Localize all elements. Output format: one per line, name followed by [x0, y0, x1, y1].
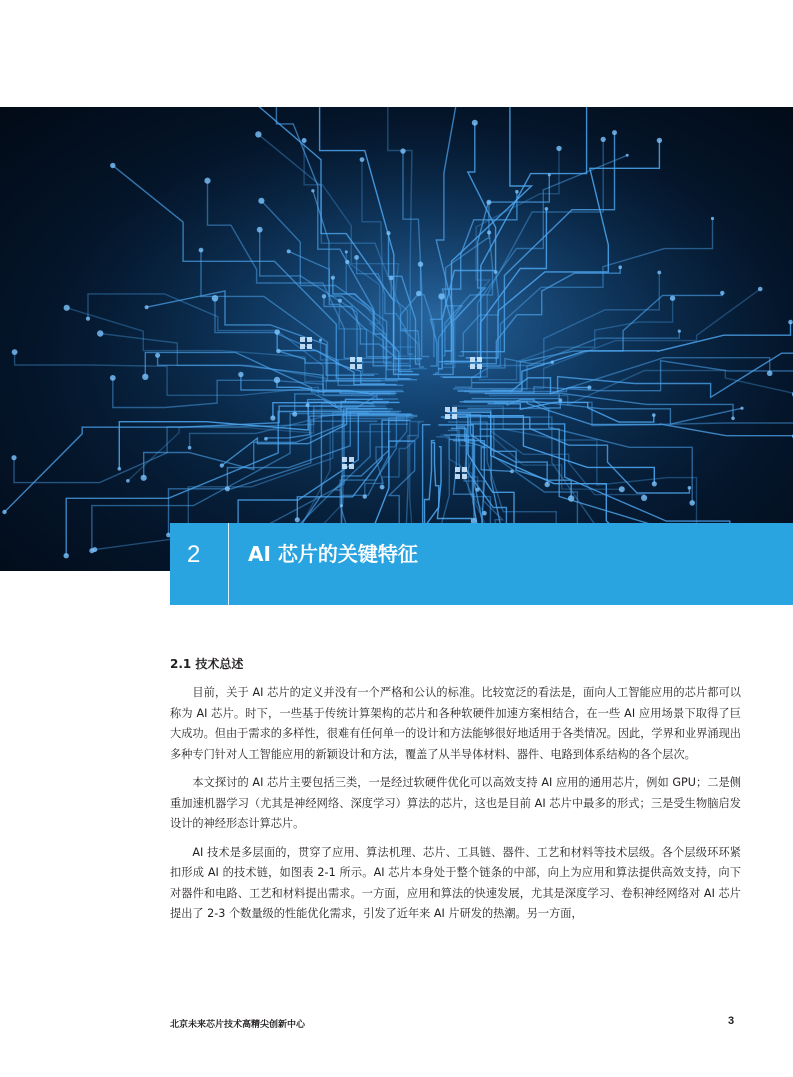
circuit-chip: [452, 407, 457, 412]
circuit-pad: [345, 260, 349, 264]
circuit-pad: [110, 375, 116, 381]
circuit-chip: [342, 457, 347, 462]
circuit-pad: [2, 510, 6, 514]
circuit-pad: [788, 320, 793, 325]
circuit-pad: [188, 446, 192, 450]
circuit-pad: [319, 339, 322, 342]
circuit-pad: [363, 494, 367, 498]
circuit-pad: [720, 291, 724, 295]
section-heading: 2.1 技术总述: [170, 657, 244, 671]
circuit-pad: [400, 148, 405, 153]
circuit-pad: [568, 495, 574, 501]
circuit-pad: [731, 417, 735, 421]
circuit-pad: [551, 361, 554, 364]
circuit-pad: [255, 131, 261, 137]
circuit-chip: [307, 337, 312, 342]
circuit-pad: [688, 486, 692, 490]
circuit-pad: [476, 488, 480, 492]
circuit-pad: [758, 287, 763, 292]
circuit-chip: [477, 357, 482, 362]
circuit-pad: [380, 485, 385, 490]
circuit-pad: [287, 249, 291, 253]
circuit-pad: [548, 173, 551, 176]
circuit-pad: [141, 475, 147, 481]
circuit-pad: [618, 265, 622, 269]
chapter-divider: [228, 523, 229, 605]
circuit-pad: [626, 154, 629, 157]
circuit-pad: [345, 250, 348, 253]
circuit-pad: [657, 138, 662, 143]
circuit-chip: [357, 357, 362, 362]
circuit-pad: [257, 227, 263, 233]
circuit-pad: [545, 207, 549, 211]
circuit-pad: [689, 500, 695, 506]
circuit-pad: [510, 470, 514, 474]
chapter-banner: [170, 523, 793, 605]
circuit-pad: [472, 120, 478, 126]
circuit-pad: [678, 330, 681, 333]
circuit-pad: [295, 517, 300, 522]
circuit-chip: [477, 364, 482, 369]
circuit-pad: [619, 486, 625, 492]
circuit-pad: [487, 230, 491, 234]
circuit-pad: [311, 189, 314, 192]
circuit-chip: [445, 407, 450, 412]
circuit-pad: [545, 482, 550, 487]
circuit-pad: [110, 163, 115, 168]
circuit-chip: [470, 364, 475, 369]
circuit-chip: [349, 464, 354, 469]
circuit-pad: [340, 504, 343, 507]
circuit-pad: [670, 296, 675, 301]
paragraph: 目前，关于 AI 芯片的定义并没有一个严格和公认的标准。比较宽泛的看法是，面向人工智能应用的芯片都可以称为 AI 芯片。时下，一些基于传统计算架构的芯片和各种软硬件加速方案相结合，在一些 AI 应用场景下取得了巨大成功。但由于需求的多样性，很难有任何单一的设计和方法能够很好地适用于各类情况。因此，学界和业界涌现出多种专门针对人工智能应用的新颖设计和方法，覆盖了从半导体材料、器件、电路到体系结构的各个层次。: [170, 686, 741, 761]
circuit-pad: [12, 349, 18, 355]
circuit-pad: [63, 553, 68, 558]
circuit-chip: [342, 464, 347, 469]
circuit-chip: [455, 474, 460, 479]
circuit-pad: [306, 403, 310, 407]
circuit-pad: [155, 353, 160, 358]
circuit-pad: [389, 276, 394, 281]
circuit-chip: [357, 364, 362, 369]
circuit-pad: [418, 262, 423, 267]
circuit-pad: [86, 317, 90, 321]
circuit-chip: [300, 344, 305, 349]
circuit-pad: [322, 294, 326, 298]
circuit-pad: [601, 137, 606, 142]
circuit-pad: [556, 146, 561, 151]
circuit-pad: [416, 291, 422, 297]
circuit-pad: [302, 138, 307, 143]
circuit-pad: [331, 276, 335, 280]
circuit-pad: [652, 413, 656, 417]
circuit-pad: [126, 479, 130, 483]
circuit-pad: [270, 415, 275, 420]
body-text: [170, 683, 741, 933]
circuit-pad: [64, 305, 70, 311]
circuit-pad: [612, 130, 617, 135]
circuit-pad: [292, 412, 297, 417]
circuit-chip: [452, 414, 457, 419]
chapter-title: AI 芯片的关键特征: [248, 542, 418, 566]
circuit-pad: [558, 398, 562, 402]
circuit-pad: [142, 374, 148, 380]
circuit-pad: [494, 270, 498, 274]
circuit-pad: [97, 330, 103, 336]
circuit-pad: [515, 190, 519, 194]
footer-organization: 北京未来芯片技术高精尖创新中心: [170, 1020, 306, 1030]
circuit-pad: [220, 463, 224, 467]
circuit-pad: [740, 407, 743, 410]
circuit-pad: [204, 178, 210, 184]
circuit-pad: [264, 437, 268, 441]
circuit-pad: [258, 198, 264, 204]
circuit-pad: [199, 248, 204, 253]
paragraph: 本文探讨的 AI 芯片主要包括三类，一是经过软硬件优化可以高效支持 AI 应用的通用芯片，例如 GPU；二是侧重加速机器学习（尤其是神经网络、深度学习）算法的芯片，这也是目前 AI 芯片中最多的形式；三是受生物脑启发设计的神经形态计算芯片。: [170, 776, 741, 830]
circuit-pad: [274, 377, 280, 383]
circuit-pad: [225, 486, 230, 491]
circuit-pad: [145, 305, 149, 309]
circuit-pad: [338, 299, 342, 303]
circuit-pad: [486, 200, 491, 205]
circuit-pad: [238, 372, 243, 377]
circuit-chip: [445, 414, 450, 419]
circuit-pad: [482, 511, 487, 516]
circuit-pad: [438, 293, 444, 299]
circuit-board-graphic: [0, 107, 793, 571]
circuit-chip: [455, 467, 460, 472]
chapter-number: 2: [187, 541, 201, 568]
circuit-chip: [350, 364, 355, 369]
circuit-chip: [470, 357, 475, 362]
circuit-pad: [652, 481, 657, 486]
circuit-chip: [350, 357, 355, 362]
page-number: 3: [728, 1015, 735, 1027]
circuit-chip: [307, 344, 312, 349]
circuit-pad: [354, 255, 359, 260]
circuit-pad: [641, 495, 647, 501]
hero-circuit-image: [0, 107, 793, 571]
circuit-chip: [349, 457, 354, 462]
circuit-pad: [711, 217, 714, 220]
circuit-pad: [274, 329, 280, 335]
circuit-pad: [89, 548, 94, 553]
circuit-chip: [300, 337, 305, 342]
circuit-pad: [212, 295, 219, 302]
circuit-chip: [462, 467, 467, 472]
circuit-pad: [386, 231, 390, 235]
circuit-pad: [276, 349, 280, 353]
circuit-pad: [360, 157, 365, 162]
circuit-pad: [11, 455, 16, 460]
circuit-pad: [767, 371, 773, 377]
circuit-chip: [462, 474, 467, 479]
paragraph: AI 技术是多层面的，贯穿了应用、算法机理、芯片、工具链、器件、工艺和材料等技术层级。各个层级环环紧扣形成 AI 的技术链，如图表 2-1 所示。AI 芯片本身处于整个链条的中部，向上为应用和算法提供高效支持，向下对器件和电路、工艺和材料提出需求。一方面，应用和算法的快速发展，尤其是深度学习、卷积神经网络对 AI 芯片提出了 2-3 个数量级的性能优化需求，引发了近年来 AI 片研发的热潮。另一方面，: [170, 845, 741, 920]
circuit-pad: [587, 385, 591, 389]
circuit-pad: [657, 271, 661, 275]
circuit-pad: [118, 467, 122, 471]
